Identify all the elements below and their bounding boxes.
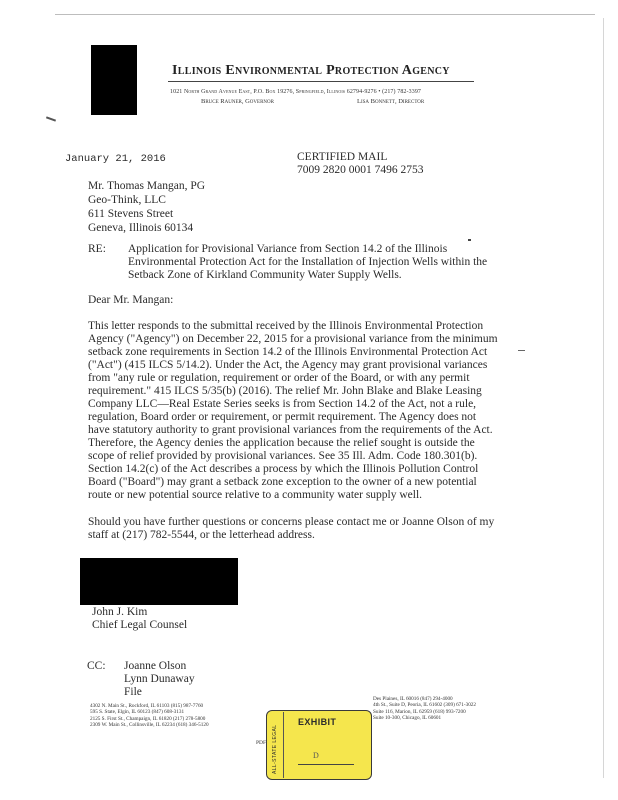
addressee-city: Geneva, Illinois 60134 [88, 222, 194, 234]
margin-mark [518, 350, 525, 351]
redacted-signature [80, 558, 238, 605]
addressee-company: Geo-Think, LLC [88, 194, 166, 206]
body-paragraph [88, 320, 498, 502]
re-label: RE: [88, 243, 106, 255]
scan-right-edge [603, 18, 604, 778]
body-line: Therefore, the Agency denies the application because the relief sought is outside the [88, 437, 475, 449]
agency-address: 1021 North Grand Avenue East, P.O. Box 19276, Springfield, Illinois 62794-9276 • (217) 782-3397 [170, 89, 422, 95]
scan-top-edge [55, 14, 595, 15]
body-line: from "any rule or regulation, requirement or order of the Board, or with any permit [88, 372, 470, 384]
footer-offices-left [90, 703, 209, 728]
certified-mail-number: 7009 2820 0001 7496 2753 [297, 164, 424, 176]
governor-name: Bruce Rauner, Governor [201, 98, 274, 105]
cc-list [124, 660, 195, 699]
re-line: Environmental Protection Act for the Installation of Injection Wells within the [128, 256, 488, 268]
body-line: This letter responds to the submittal received by the Illinois Environmental Protection [88, 320, 484, 332]
office-line: 2125 S. First St., Champaign, IL 61820 (217) 278-5800 [90, 715, 206, 722]
scan-dot [468, 239, 471, 241]
exhibit-label: EXHIBIT [298, 717, 337, 727]
sticker-brand: ALL-STATE LEGAL [272, 724, 278, 774]
exhibit-number-line [298, 764, 354, 765]
body-line: Agency ("Agency") on December 22, 2015 for a provisional variance from the minimum [88, 333, 498, 345]
body-line: ("Act") (415 ILCS 5/14.2). Under the Act, the Agency may grant provisional variances [88, 359, 488, 371]
cc-recipient: Lynn Dunaway [124, 673, 195, 685]
cc-label: CC: [87, 660, 106, 672]
agency-name: Illinois Environmental Protection Agency [172, 63, 450, 78]
certified-mail-block [297, 151, 424, 177]
closing-line: staff at (217) 782-5544, or the letterhead address. [88, 529, 315, 541]
salutation: Dear Mr. Mangan: [88, 294, 174, 306]
body-line: route or new potential source relative to a community water supply well. [88, 489, 423, 501]
office-line: Suite 10-300, Chicago, IL 60601 [373, 714, 442, 721]
director-name: Lisa Bonnett, Director [357, 98, 425, 105]
re-line: Application for Provisional Variance from Section 14.2 of the Illinois [128, 243, 448, 255]
sticker-side-label [271, 716, 281, 774]
body-line: have statutory authority to grant provisional variances from the requirements of the Act. [88, 424, 493, 436]
scan-artifact [46, 116, 56, 121]
exhibit-mark: D [313, 751, 319, 760]
body-line: scope of relief provided by provisional variances. See 35 Ill. Adm. Code 180.301(b). [88, 450, 478, 462]
signer-block [92, 606, 187, 632]
sticker-divider [283, 712, 284, 778]
cc-recipient: File [124, 686, 142, 698]
office-line: Suite 116, Marion, IL 62959 (618) 993-7200 [373, 708, 466, 715]
addressee-name: Mr. Thomas Mangan, PG [88, 180, 206, 192]
office-line: 2309 W. Main St., Collinsville, IL 62234 (618) 346-5120 [90, 721, 209, 728]
re-line: Setback Zone of Kirkland Community Water Supply Wells. [128, 269, 402, 281]
body-line: Board ("Board") may grant a setback zone exception to the owner of a new potential [88, 476, 477, 488]
body-line: regulation, Board order or requirement, or permit requirement. The Agency does not [88, 411, 477, 423]
pdf-mark: PDF [256, 740, 267, 746]
certified-mail-label: CERTIFIED MAIL [297, 151, 388, 163]
closing-paragraph [88, 516, 494, 542]
addressee-street: 611 Stevens Street [88, 208, 174, 220]
footer-offices-right [373, 696, 476, 721]
body-line: Company LLC—Real Estate Series seeks is from Section 14.2 of the Act, not a rule, [88, 398, 477, 410]
letterhead-rule [168, 81, 474, 82]
re-subject [128, 243, 487, 282]
body-line: Section 14.2(c) of the Act describes a process by which the Illinois Pollution Control [88, 463, 479, 475]
signer-name: John J. Kim [92, 606, 148, 618]
signer-title: Chief Legal Counsel [92, 619, 188, 631]
body-line: setback zone requirements in Section 14.2 of the Illinois Environmental Protection Act [88, 346, 488, 358]
office-line: 4th St., Suite D, Peoria, IL 61602 (309) 671-3022 [373, 702, 476, 709]
office-line: 595 S. State, Elgin, IL 60123 (847) 608-3131 [90, 709, 185, 716]
body-line: requirement." 415 ILCS 5/35(b) (2016). The relief Mr. John Blake and Blake Leasing [88, 385, 482, 397]
addressee-block [88, 179, 205, 235]
cc-recipient: Joanne Olson [124, 660, 187, 672]
office-line: Des Plaines, IL 60016 (847) 294-4000 [373, 696, 453, 702]
closing-line: Should you have further questions or concerns please contact me or Joanne Olson of my [88, 516, 495, 528]
letter-date: January 21, 2016 [65, 153, 166, 165]
office-line: 4302 N. Main St., Rockford, IL 61103 (815) 987-7760 [90, 703, 204, 709]
redacted-logo [91, 45, 137, 115]
